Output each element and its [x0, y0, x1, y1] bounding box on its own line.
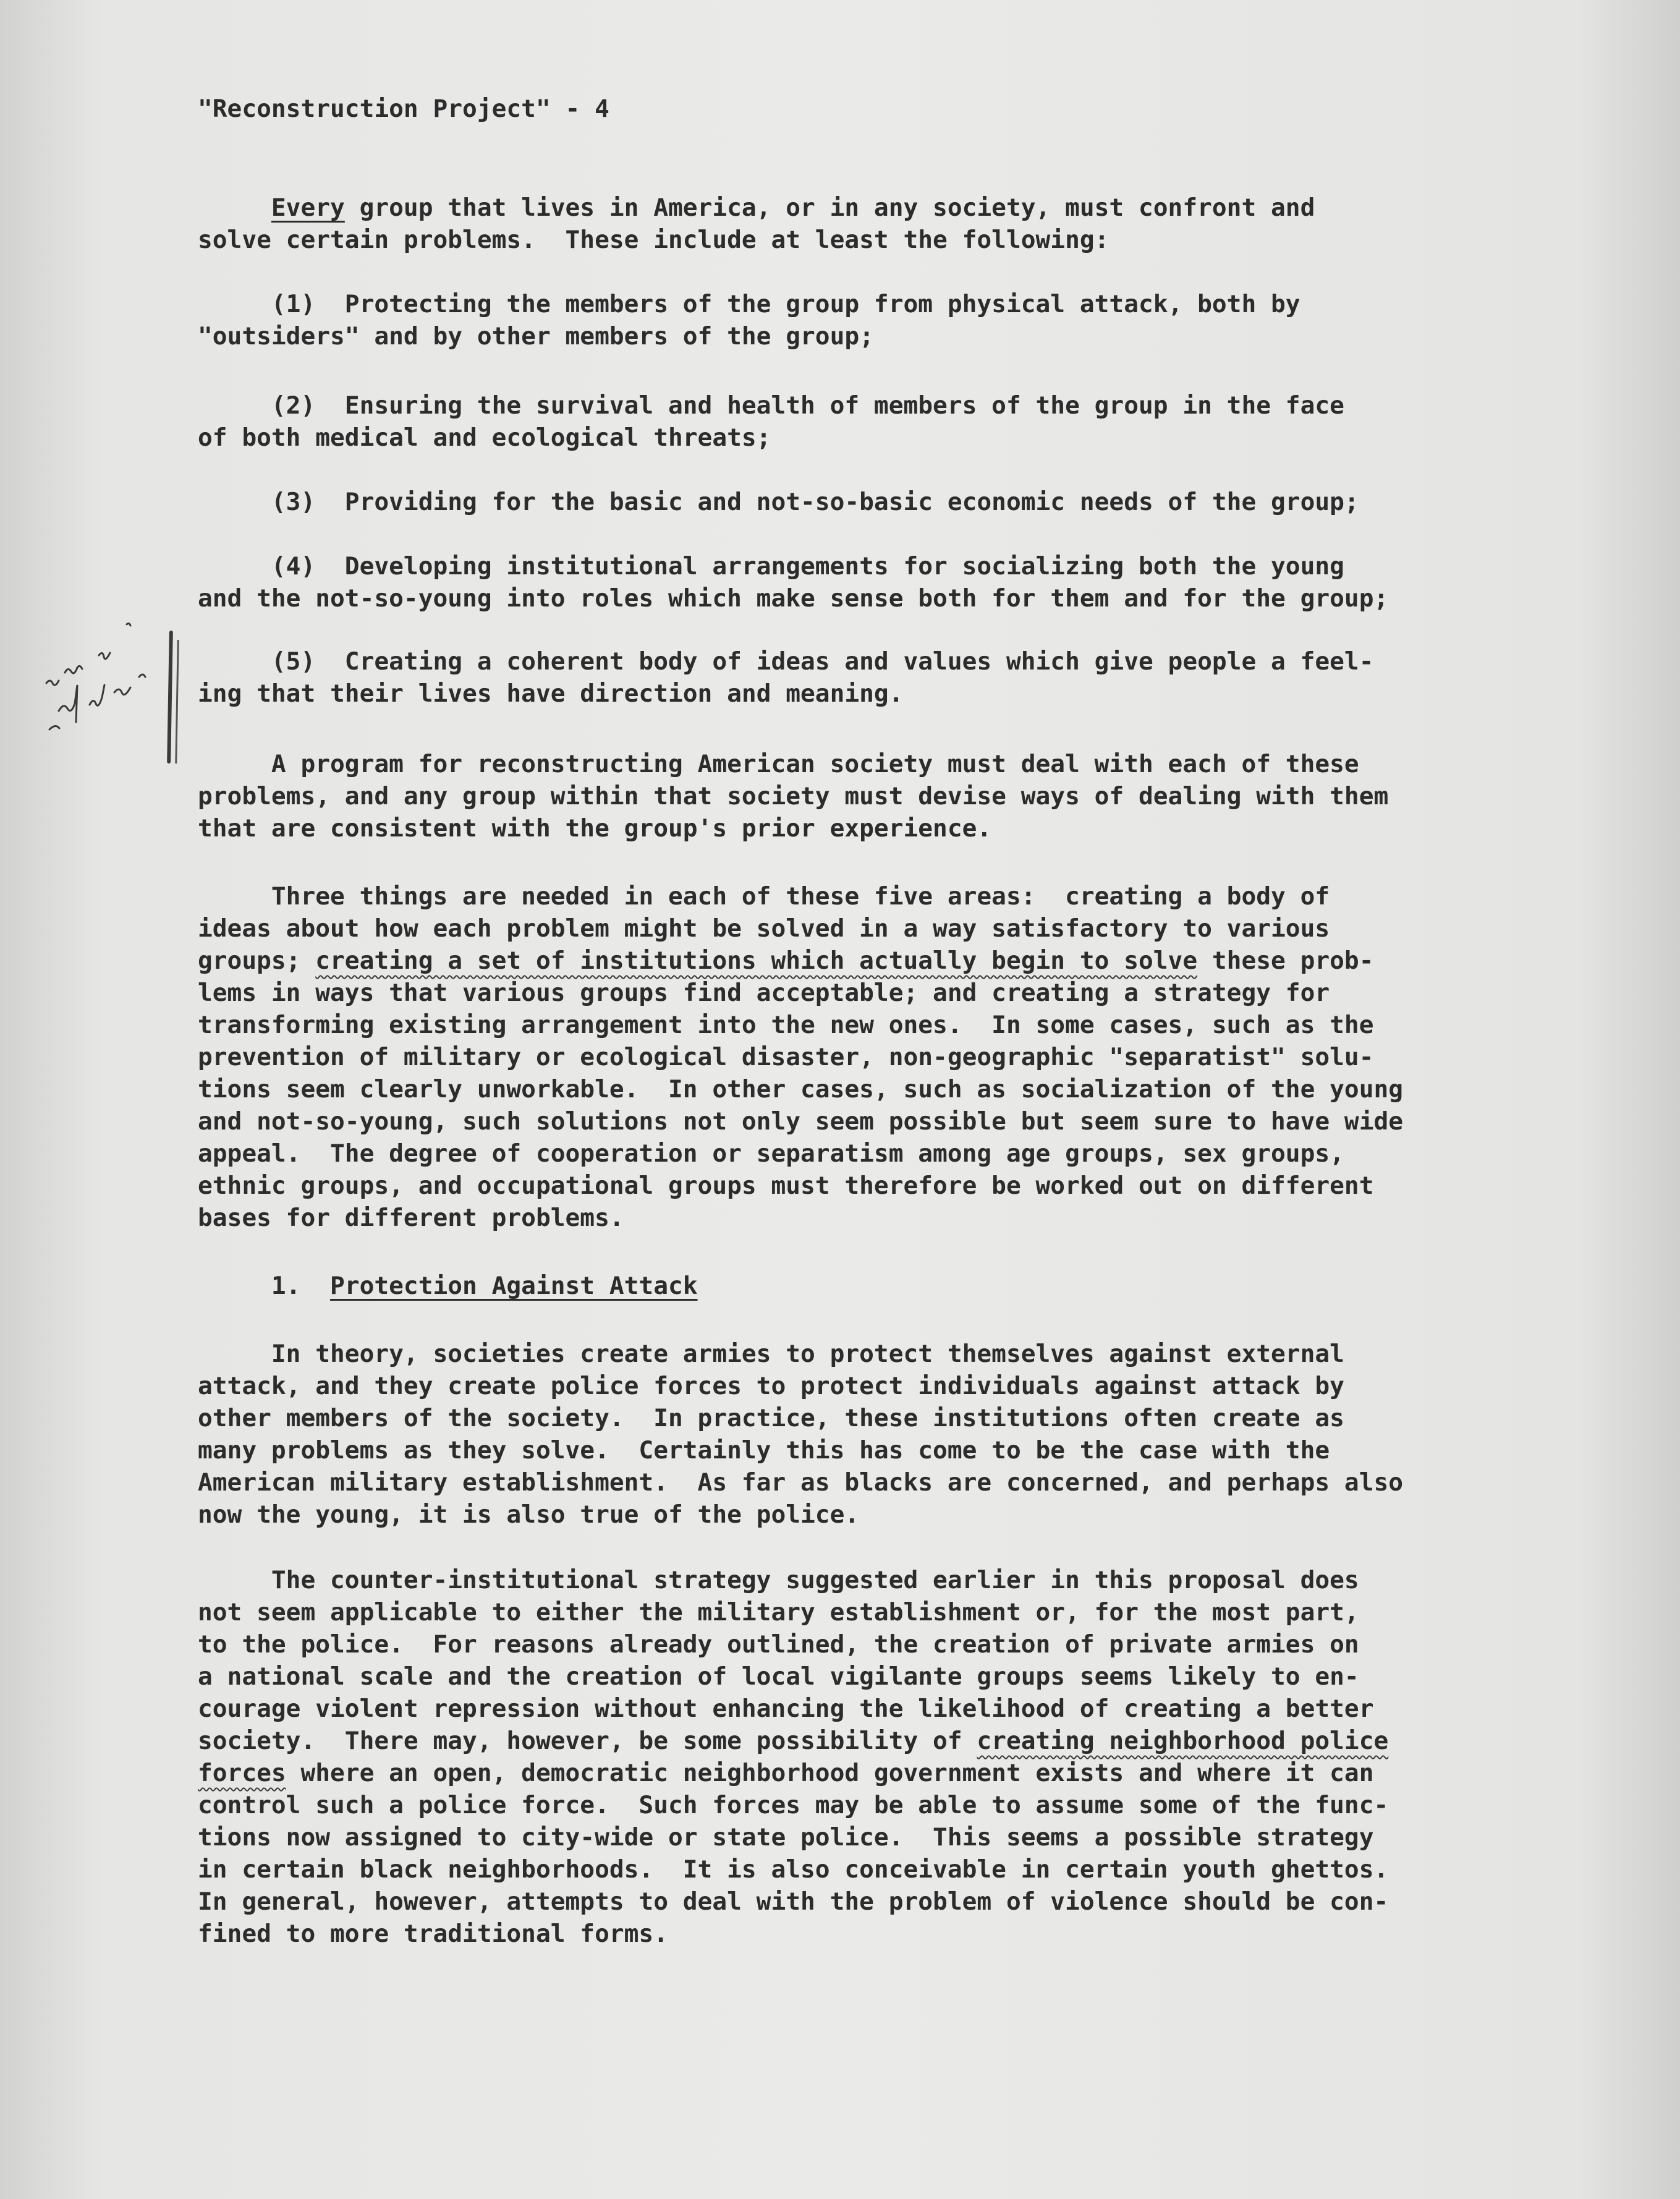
program-line-1: A program for reconstructing American society must deal with each of these	[198, 750, 1359, 778]
counter-line-8: control such a police force. Such forces may be able to assume some of the func-	[198, 1791, 1389, 1819]
counter-line-7	[198, 1757, 1527, 1789]
theory-line-1: In theory, societies create armies to protect themselves against external	[198, 1340, 1344, 1368]
item-4-line-2: and the not-so-young into roles which make sense both for them and for the group;	[198, 584, 1389, 613]
handwritten-margin-note-icon	[34, 618, 164, 748]
three-line-11: bases for different problems.	[198, 1204, 624, 1232]
program-line-2: problems, and any group within that society must devise ways of dealing with them	[198, 782, 1389, 810]
theory-line-3: other members of the society. In practice, these institutions often create as	[198, 1404, 1344, 1432]
counter-line-9: tions now assigned to city-wide or state police. This seems a possible strategy	[198, 1823, 1374, 1852]
item-2-line-1: (2) Ensuring the survival and health of members of the group in the face	[198, 391, 1344, 420]
theory-line-5: American military establishment. As far as blacks are concerned, and perhaps also	[198, 1468, 1404, 1497]
three-line-9: appeal. The degree of cooperation or separatism among age groups, sex groups,	[198, 1139, 1344, 1168]
program-line-3: that are consistent with the group's prior experience.	[198, 814, 992, 843]
item-4-line-1: (4) Developing institutional arrangements for socializing both the young	[198, 552, 1344, 581]
section-number: 1.	[198, 1272, 331, 1300]
three-line-2: ideas about how each problem might be solved in a way satisfactory to various	[198, 914, 1330, 943]
three-line-3	[198, 945, 1527, 977]
three-line-7: tions seem clearly unworkable. In other cases, such as socialization of the young	[198, 1075, 1404, 1104]
margin-mark-bar-secondary	[175, 640, 179, 763]
counter-line-2: not seem applicable to either the military establishment or, for the most part,	[198, 1598, 1359, 1627]
counter-line-5: courage violent repression without enhancing the likelihood of creating a better	[198, 1695, 1374, 1723]
three-line-5: transforming existing arrangement into the new ones. In some cases, such as the	[198, 1011, 1374, 1039]
counter-line-7-suffix: where an open, democratic neighborhood government exists and where it can	[286, 1759, 1374, 1787]
intro-emphasis: Every	[271, 194, 345, 222]
three-line-6: prevention of military or ecological disaster, non-geographic "separatist" solu-	[198, 1043, 1374, 1071]
section-heading	[198, 1270, 1527, 1302]
handwritten-underline-forces: forces	[198, 1759, 286, 1787]
intro-line-1-text: group that lives in America, or in any society, must confront and	[344, 194, 1315, 222]
counter-line-11: In general, however, attempts to deal with the problem of violence should be con-	[198, 1887, 1389, 1916]
three-line-10: ethnic groups, and occupational groups must therefore be worked out on different	[198, 1172, 1374, 1200]
three-line-8: and not-so-young, such solutions not only seem possible but seem sure to have wide	[198, 1107, 1404, 1136]
page-header: "Reconstruction Project" - 4	[198, 95, 609, 123]
handwritten-underline-police: creating neighborhood police	[977, 1727, 1389, 1755]
section-title: Protection Against Attack	[330, 1272, 698, 1300]
counter-line-4: a national scale and the creation of local vigilante groups seems likely to en-	[198, 1662, 1359, 1691]
intro-line-1	[198, 192, 1527, 224]
item-5-line-1: (5) Creating a coherent body of ideas and values which give people a feel-	[198, 647, 1374, 676]
item-1-line-1: (1) Protecting the members of the group from physical attack, both by	[198, 290, 1300, 318]
counter-line-6-prefix: society. There may, however, be some possibility of	[198, 1727, 977, 1755]
margin-mark-bar	[167, 631, 173, 763]
item-2-line-2: of both medical and ecological threats;	[198, 423, 771, 452]
theory-line-2: attack, and they create police forces to protect individuals against attack by	[198, 1372, 1344, 1400]
counter-line-6	[198, 1725, 1527, 1757]
counter-line-3: to the police. For reasons already outlined, the creation of private armies on	[198, 1630, 1359, 1659]
three-line-1: Three things are needed in each of these five areas: creating a body of	[198, 882, 1330, 911]
counter-line-1: The counter-institutional strategy suggested earlier in this proposal does	[198, 1566, 1359, 1594]
three-line-3-prefix: groups;	[198, 946, 316, 975]
three-line-3-suffix: these prob-	[1197, 946, 1374, 975]
item-1-line-2: "outsiders" and by other members of the group;	[198, 322, 874, 351]
item-5-line-2: ing that their lives have direction and meaning.	[198, 679, 904, 708]
theory-line-6: now the young, it is also true of the police.	[198, 1500, 860, 1529]
theory-line-4: many problems as they solve. Certainly this has come to be the case with the	[198, 1436, 1330, 1465]
intro-line-2: solve certain problems. These include at least the following:	[198, 226, 1109, 254]
counter-line-12: fined to more traditional forms.	[198, 1920, 668, 1948]
handwritten-underline-institutions: creating a set of institutions which actually begin to solve	[315, 946, 1198, 975]
three-line-4: lems in ways that various groups find acceptable; and creating a strategy for	[198, 979, 1330, 1007]
item-3-line-1: (3) Providing for the basic and not-so-basic economic needs of the group;	[198, 488, 1359, 516]
counter-line-10: in certain black neighborhoods. It is also conceivable in certain youth ghettos.	[198, 1855, 1389, 1884]
